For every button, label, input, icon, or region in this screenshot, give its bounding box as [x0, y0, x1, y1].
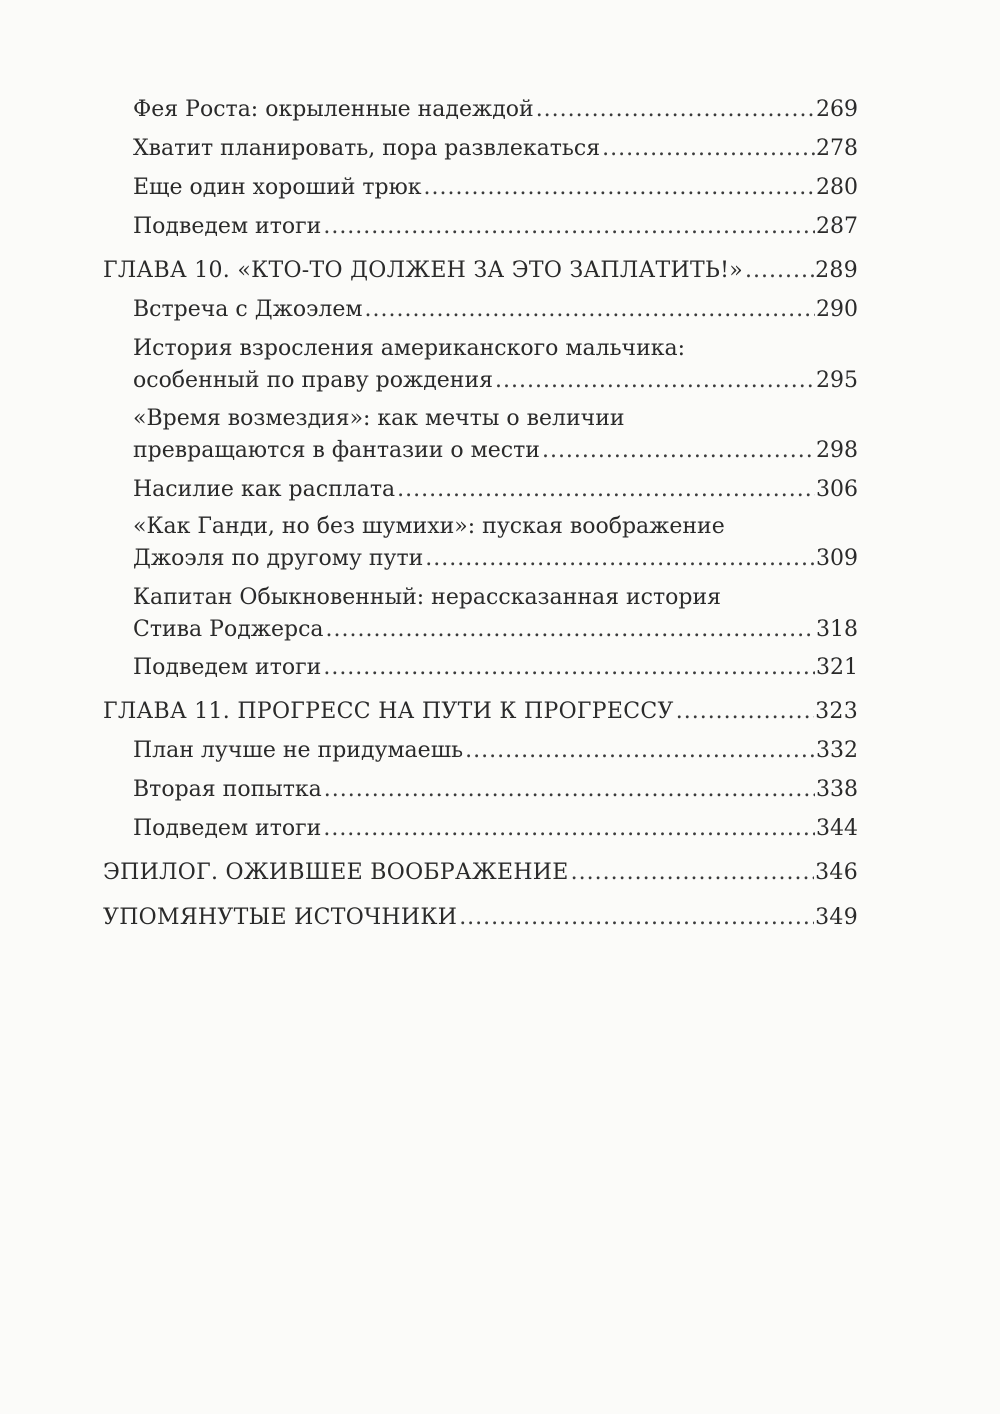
toc-entry-title-line1: История взросления американского мальчика: — [133, 336, 686, 361]
toc-entry-title: План лучше не придумаешь — [133, 738, 464, 763]
dot-leader — [542, 436, 815, 466]
dot-leader — [536, 95, 815, 125]
dot-leader — [571, 858, 814, 888]
toc-page-number: 298 — [816, 438, 858, 463]
dot-leader — [324, 775, 815, 805]
toc-entry-title: Насилие как расплата — [133, 477, 396, 502]
toc-page-number: 318 — [816, 617, 858, 642]
toc-entry-title: Фея Роста: окрыленные надеждой — [133, 97, 534, 122]
toc-page-number: 346 — [815, 860, 858, 885]
toc-page-number: 287 — [816, 214, 858, 239]
toc-entry-title-line2: Стива Роджерса — [133, 617, 324, 642]
toc-chapter-title: ГЛАВА 11. ПРОГРЕСС НА ПУТИ К ПРОГРЕССУ — [103, 699, 674, 724]
toc-entry-title-line2: особенный по праву рождения — [133, 368, 493, 393]
dot-leader — [425, 544, 815, 574]
toc-entry-title: Встреча с Джоэлем — [133, 297, 363, 322]
dot-leader — [326, 615, 815, 645]
toc-chapter-title: ЭПИЛОГ. ОЖИВШЕЕ ВООБРАЖЕНИЕ — [103, 860, 569, 885]
dot-leader — [602, 134, 815, 164]
toc-page-number: 295 — [816, 368, 858, 393]
toc-entry-title-line2: превращаются в фантазии о мести — [133, 438, 540, 463]
dot-leader — [323, 653, 815, 683]
toc-page-number: 321 — [816, 655, 858, 680]
toc-entry-title: Подведем итоги — [133, 816, 322, 841]
toc-entry-title: Подведем итоги — [133, 655, 322, 680]
toc-page-number: 349 — [815, 905, 858, 930]
dot-leader — [465, 736, 815, 766]
toc-chapter-title: ГЛАВА 10. «КТО-ТО ДОЛЖЕН ЗА ЭТО ЗАПЛАТИТЬ!» — [103, 258, 743, 283]
dot-leader — [459, 903, 814, 933]
toc-page-number: 323 — [815, 699, 858, 724]
toc-page-number: 338 — [816, 777, 858, 802]
dot-leader — [495, 366, 815, 396]
toc-entry-title-line2: Джоэля по другому пути — [133, 546, 424, 571]
toc-page-number: 309 — [816, 546, 858, 571]
toc-page-number: 278 — [816, 136, 858, 161]
toc-page-number: 289 — [815, 258, 858, 283]
toc-entry-title: Хватит планировать, пора развлекаться — [133, 136, 601, 161]
toc-page-number: 344 — [816, 816, 858, 841]
toc-entry-title-line1: «Время возмездия»: как мечты о величии — [133, 406, 625, 431]
toc-entry-title-line1: Капитан Обыкновенный: нерассказанная история — [133, 585, 722, 610]
dot-leader — [323, 814, 815, 844]
dot-leader — [323, 212, 815, 242]
dot-leader — [745, 256, 814, 286]
toc-entry-title-line1: «Как Ганди, но без шумихи»: пуская воображение — [133, 514, 725, 539]
toc-page-number: 280 — [816, 175, 858, 200]
toc-page-number: 269 — [816, 97, 858, 122]
dot-leader — [397, 475, 815, 505]
dot-leader — [424, 173, 815, 203]
toc-entry-title: Подведем итоги — [133, 214, 322, 239]
dot-leader — [676, 697, 814, 727]
toc-entry-title: Еще один хороший трюк — [133, 175, 422, 200]
toc-page-number: 332 — [816, 738, 858, 763]
toc-entry-title: Вторая попытка — [133, 777, 322, 802]
toc-chapter-title: УПОМЯНУТЫЕ ИСТОЧНИКИ — [103, 905, 458, 930]
toc-page-number: 290 — [816, 297, 858, 322]
dot-leader — [365, 295, 815, 325]
toc-page-number: 306 — [816, 477, 858, 502]
